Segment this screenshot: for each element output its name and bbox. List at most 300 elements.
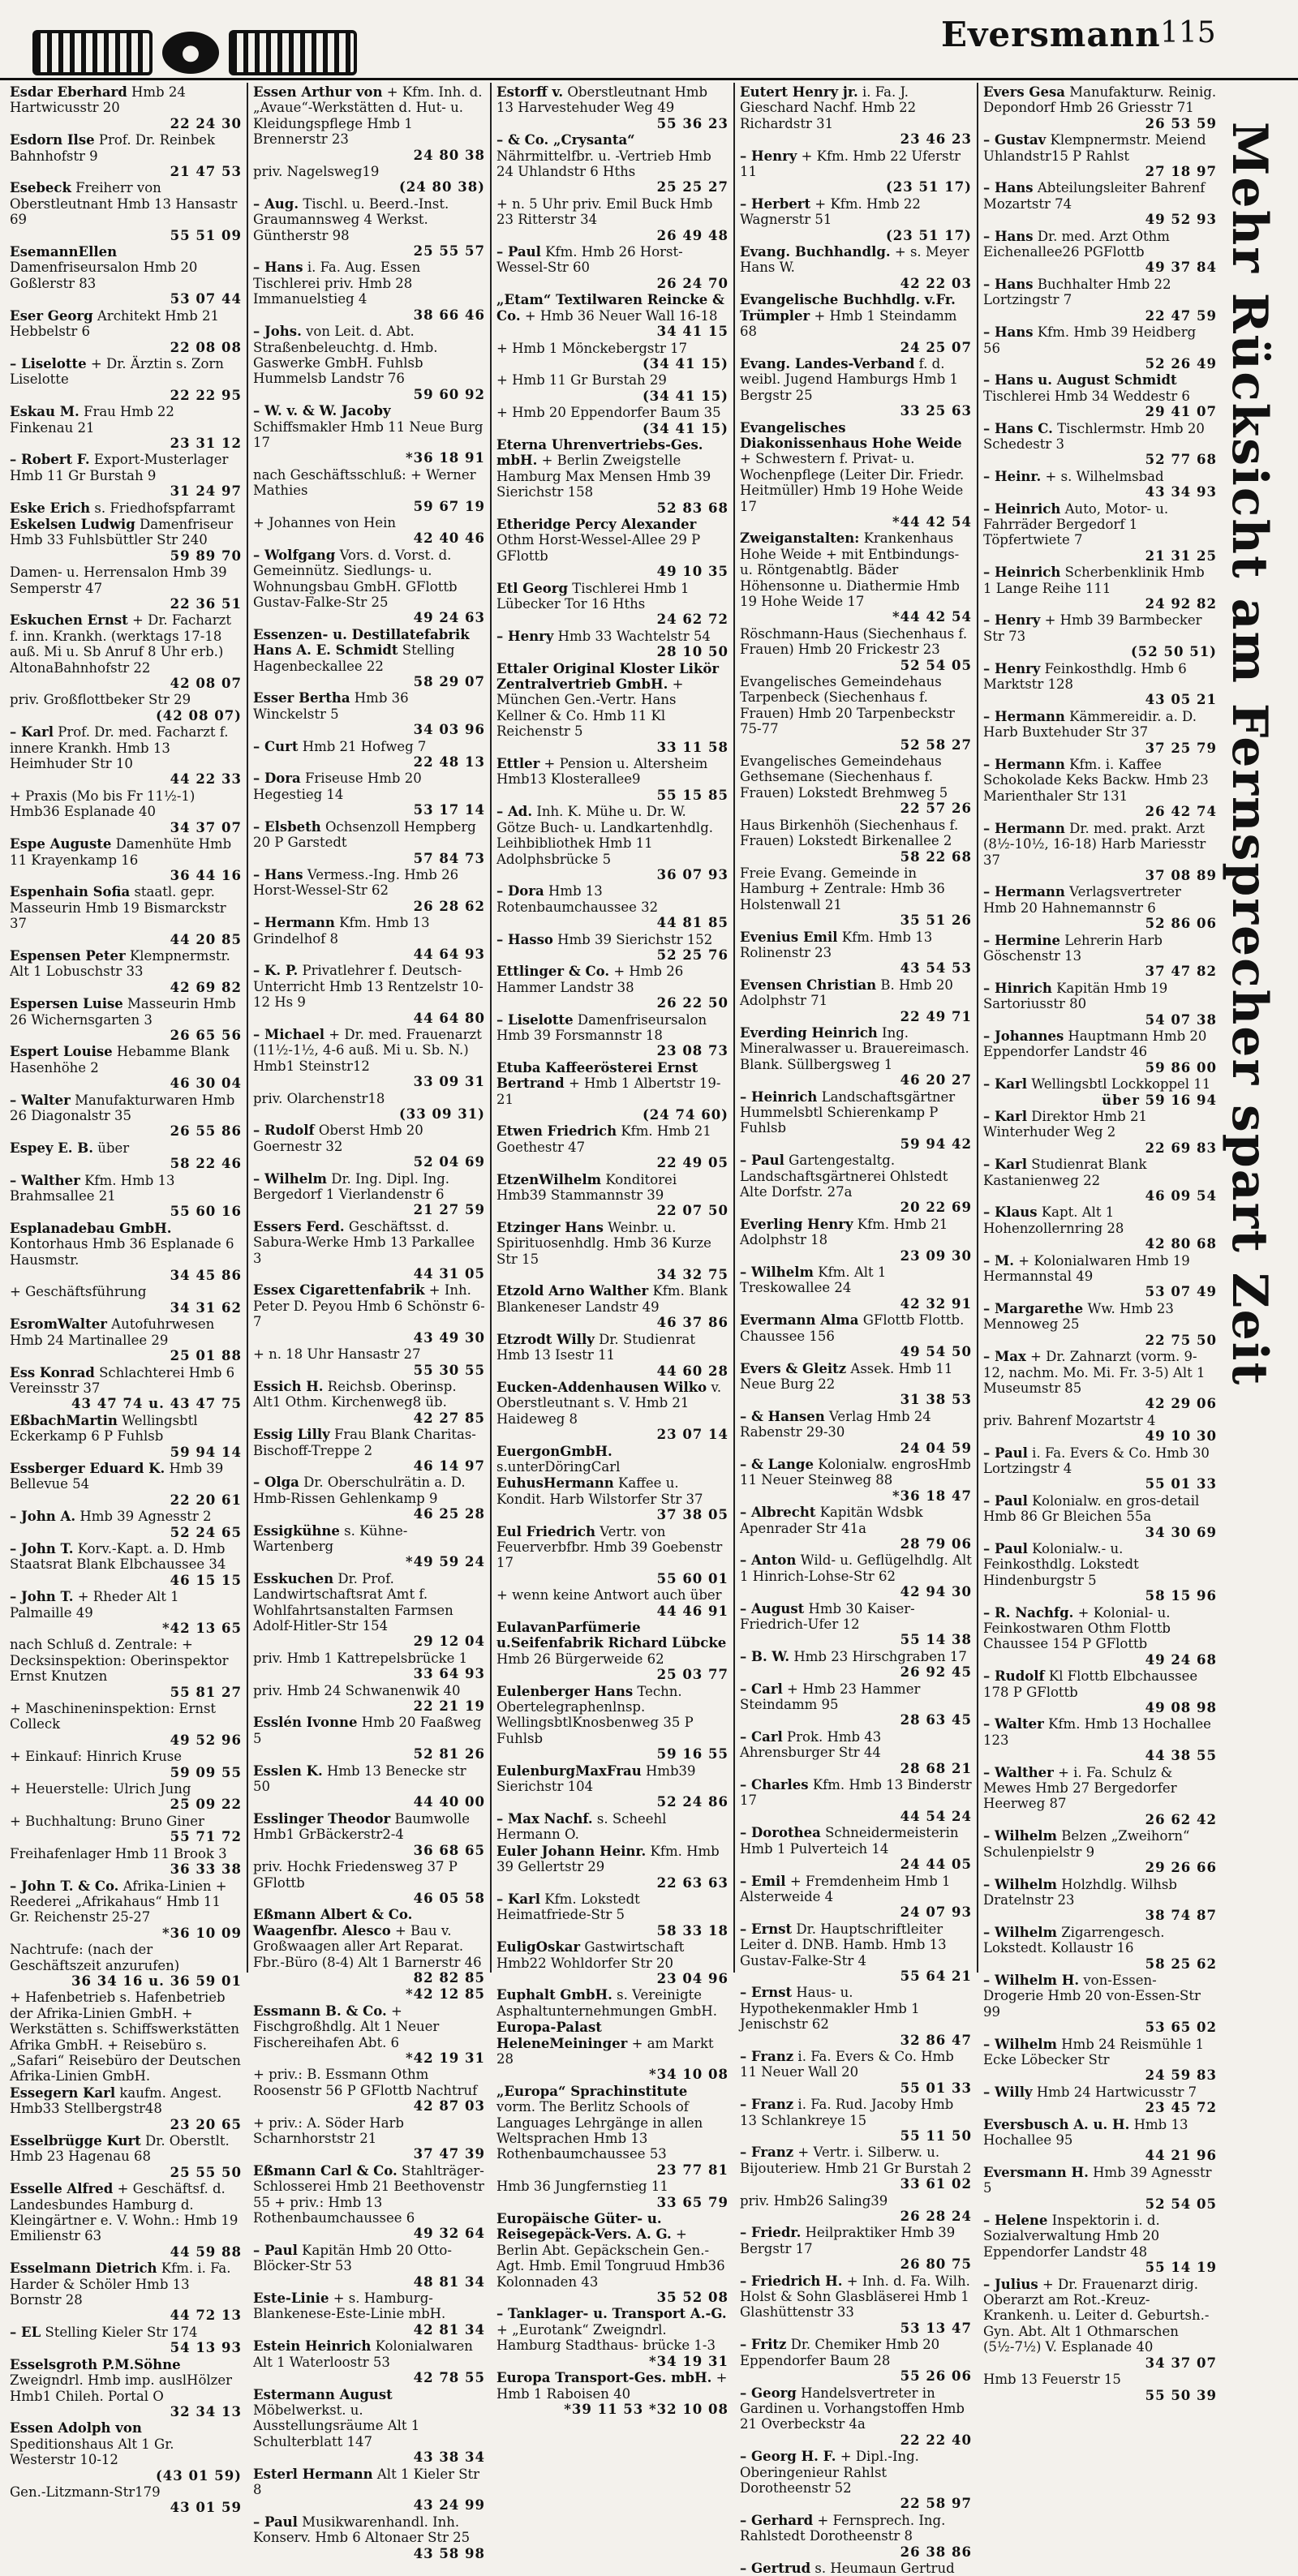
listing-entry xyxy=(740,1921,972,1985)
entry-detail: s. Scheehl Hermann O. xyxy=(496,1810,667,1843)
phone-number: 44 81 85 xyxy=(656,915,729,931)
entry-detail: Kfm. Hmb 13 Rolinenstr 23 xyxy=(740,929,933,960)
listing-entry xyxy=(496,292,729,339)
entry-detail: Wellingsbtl Lockkoppel 11 xyxy=(1031,1076,1211,1093)
listing-entry xyxy=(496,244,729,291)
entry-detail: Vermess.-Ing. Hmb 26 Horst-Wessel-Str 62 xyxy=(253,866,459,899)
phone-number: 44 22 33 xyxy=(170,771,242,788)
entry-name: Euphalt GmbH. xyxy=(496,1987,612,2003)
listing-entry xyxy=(740,1777,972,1824)
listing-entry xyxy=(253,915,485,962)
entry-name: Esslinger Theodor xyxy=(253,1810,391,1827)
phone-number: 48 81 34 xyxy=(413,2273,485,2290)
listing-entry xyxy=(983,180,1217,227)
entry-name: Evangelische Buchhdlg. v.Fr. Trümpler xyxy=(740,292,956,324)
sidebar-slogan xyxy=(1221,122,1294,1890)
entry-detail: Hebamme Blank Hasenhöhe 2 xyxy=(10,1044,230,1075)
listing-entry xyxy=(253,1027,485,1090)
entry-name: Etzinger Hans xyxy=(496,1219,604,1235)
phone-number: 27 18 97 xyxy=(1145,164,1217,180)
entry-detail: Oberst Hmb 20 Goernestr 32 xyxy=(253,1123,423,1154)
listing-entry xyxy=(983,1925,1217,1972)
entry-detail: Damenhüte Hmb 11 Krayenkamp 16 xyxy=(10,836,232,868)
entry-detail: + Kolonialwaren Hmb 19 Hermannstal 49 xyxy=(983,1252,1190,1285)
phone-number: 28 68 21 xyxy=(900,1760,972,1776)
entry-name: Evangelisches Diakonissenhaus Hohe Weide xyxy=(740,419,962,451)
entry-detail: + Hafenbetrieb s. Hafenbetrieb der Afrika-Linien GmbH. + Werkstätten s. Schiffswerkstätten Afrika GmbH. + Reisebüro s. „Safari“ Reisebüro der Deutschen Afrika-Linien GmbH. xyxy=(10,1990,241,2084)
entry-detail: Verlag Hmb 24 Rabenstr 29-30 xyxy=(740,1408,931,1440)
listing-entry xyxy=(10,692,242,723)
phone-number: 44 20 85 xyxy=(170,931,242,947)
entry-detail: Konditorei Hmb39 Stammannstr 39 xyxy=(496,1171,677,1204)
listing-entry xyxy=(740,1552,972,1599)
phone-number: 22 49 71 xyxy=(900,1008,972,1024)
entry-name: – John T. xyxy=(10,1589,74,1605)
entry-detail: Kolonialw. engrosHmb 11 Neuer Steinweg 88 xyxy=(740,1456,971,1488)
listing-entry xyxy=(740,1505,972,1552)
phone-number: 59 09 55 xyxy=(170,1764,242,1780)
phone-number: 25 55 50 xyxy=(170,2164,242,2180)
entry-detail: priv. Hochk Friedensweg 37 P GFlottb xyxy=(253,1859,458,1891)
entry-detail: Hmb 13 Feuerstr 15 xyxy=(983,2372,1121,2388)
listing-entry xyxy=(253,1811,485,1858)
listing-entry xyxy=(10,996,242,1043)
listing-entry xyxy=(496,1475,729,1522)
listing-entry xyxy=(740,84,972,148)
entry-detail: Zigarrengesch. Lokstedt. Kollaustr 16 xyxy=(983,1924,1165,1956)
listing-entry xyxy=(983,565,1217,612)
entry-detail: Kämmereidir. a. D. Harb Buxtehuder Str 37 xyxy=(983,708,1197,741)
entry-detail: Wellingsbtl Eckerkamp 6 P Fuhlsb xyxy=(10,1412,198,1445)
listing-entry xyxy=(740,2273,972,2337)
entry-detail: Landschaftsgärtner Hummelsbtl Schierenkamp P Fuhlsb xyxy=(740,1088,956,1136)
listing-entry xyxy=(983,661,1217,708)
phone-number: 55 01 33 xyxy=(900,2080,972,2096)
entry-name: – Henry xyxy=(496,628,554,644)
entry-detail: Kolonialwaren Alt 1 Waterloostr 53 xyxy=(253,2338,473,2370)
listing-entry xyxy=(740,1361,972,1408)
entry-name: Eske Erich xyxy=(10,500,91,516)
entry-name: – Elsbeth xyxy=(253,818,321,835)
phone-number: 43 01 59 xyxy=(170,2500,242,2516)
listing-entry xyxy=(10,2260,242,2324)
entry-name: – Hermann xyxy=(983,757,1065,773)
entry-name: – Paul xyxy=(983,1492,1028,1509)
phone-number: 55 60 01 xyxy=(656,1570,729,1586)
entry-name: Eversbusch A. u. H. xyxy=(983,2116,1130,2132)
entry-name: – Hermann xyxy=(983,884,1065,900)
listing-entry xyxy=(10,132,242,179)
entry-name: – Wilhelm xyxy=(983,1828,1057,1844)
listing-entry xyxy=(740,1681,972,1728)
entry-detail: + Hmb 1 Albertstr 19-21 xyxy=(496,1075,721,1107)
entry-detail: Verlagsvertreter Hmb 20 Hahnemannstr 6 xyxy=(983,884,1181,916)
phone-number: 44 64 80 xyxy=(413,1010,485,1026)
entry-name: Ettaler Original Kloster Likör Zentralvertrieb GmbH. xyxy=(496,660,720,693)
phone-number: 55 15 85 xyxy=(656,787,729,803)
phone-number: 49 10 35 xyxy=(656,564,729,580)
phone-number: 42 29 06 xyxy=(1145,1396,1217,1412)
phone-number: 53 17 14 xyxy=(413,802,485,818)
entry-name: – Hermine xyxy=(983,932,1060,948)
phone-number: 22 36 51 xyxy=(170,596,242,612)
entry-name: – Hans xyxy=(253,866,303,882)
phone-number: 22 57 26 xyxy=(900,801,972,817)
entry-detail: Tischl. u. Beerd.-Inst. Graumannsweg 4 Werkst. Güntherstr 98 xyxy=(253,195,449,243)
entry-name: Evang. Landes-Verband xyxy=(740,355,915,371)
entry-name: – Wilhelm xyxy=(740,1264,814,1281)
entry-name: EsemannEllen xyxy=(10,244,118,260)
phone-number: 36 33 38 xyxy=(170,1861,242,1878)
entry-detail: Hmb 39 Bellevue 54 xyxy=(10,1460,224,1492)
entry-detail: Kfm. Hmb 39 Gellertstr 29 xyxy=(496,1843,720,1875)
entry-name: Essen Adolph von xyxy=(10,2420,142,2436)
phone-number: 44 31 05 xyxy=(413,1266,485,1282)
entry-detail: + „Eurotank“ Zweigndrl. Hamburg Stadthaus- brücke 1-3 xyxy=(496,2321,716,2354)
entry-name: – Wilhelm H. xyxy=(983,1972,1080,1988)
entry-name: – Paul xyxy=(740,1153,784,1169)
listing-entry xyxy=(983,1109,1217,1156)
entry-detail: Dr. Prof. Landwirtschaftsrat Amt f. Wohlfahrtsanstalten Farmsen Adolf-Hitler-Str 154 xyxy=(253,1570,453,1634)
entry-detail: + Hmb 1 Mönckebergstr 17 xyxy=(496,340,688,356)
listing-entry xyxy=(740,674,972,753)
entry-detail: Kfm. Hmb 21 Goethestr 47 xyxy=(496,1123,711,1155)
phone-number: *36 10 09 xyxy=(161,1925,242,1941)
listing-entry xyxy=(253,260,485,323)
phone-number: 37 38 05 xyxy=(656,1507,729,1523)
listing-entry xyxy=(740,196,972,243)
phone-number: 58 22 68 xyxy=(900,848,972,865)
phone-number: 55 30 55 xyxy=(413,1362,485,1378)
listing-entry xyxy=(983,1605,1217,1668)
phone-number: 42 87 03 xyxy=(413,2098,485,2114)
phone-number: 52 24 65 xyxy=(170,1524,242,1540)
entry-detail: Studienrat Blank Kastanienweg 22 xyxy=(983,1157,1147,1188)
entry-detail: + Hmb 20 Eppendorfer Baum 35 xyxy=(496,405,721,421)
listing-entry xyxy=(10,84,242,131)
entry-detail: Speditionshaus Alt 1 Gr. Westerstr 10-12 xyxy=(10,2436,174,2468)
entry-detail: Dr. Chemiker Hmb 20 Eppendorfer Baum 28 xyxy=(740,2337,940,2368)
phone-number: 55 26 06 xyxy=(900,2368,972,2385)
entry-name: – Albrecht xyxy=(740,1505,816,1521)
listing-entry xyxy=(740,1409,972,1456)
phone-number: 46 15 15 xyxy=(170,1572,242,1588)
entry-detail: Dr. Studienrat Hmb 13 Isestr 11 xyxy=(496,1331,696,1363)
phone-number: 52 83 68 xyxy=(656,500,729,516)
entry-name: – Wilhelm xyxy=(983,1924,1057,1940)
entry-detail: Hmb 39 Agnesstr 5 xyxy=(983,2164,1212,2196)
phone-number: (42 08 07) xyxy=(156,707,242,723)
entry-detail: + Dipl.-Ing. Oberingenieur Rahlst Dorotheenstr 52 xyxy=(740,2449,919,2496)
phone-number: 34 32 75 xyxy=(656,1267,729,1283)
listing-entry xyxy=(496,405,729,436)
entry-detail: Damenfriseursalon Hmb 39 Forsmannstr 18 xyxy=(496,1011,707,1043)
listing-entry xyxy=(253,1523,485,1570)
phone-number: 55 64 21 xyxy=(900,1968,972,1984)
entry-name: – Walter xyxy=(983,1716,1044,1732)
entry-name: – Liselotte xyxy=(496,1011,574,1028)
phone-number: 52 86 06 xyxy=(1145,916,1217,932)
entry-detail: Gastwirtschaft Hmb22 Wohldorfer Str 20 xyxy=(496,1939,685,1971)
listing-entry xyxy=(10,1942,242,1989)
entry-name: – EL xyxy=(10,2324,41,2340)
phone-number: 59 16 55 xyxy=(656,1746,729,1762)
entry-name: – Ernst xyxy=(740,1985,793,2001)
listing-entry xyxy=(10,1541,242,1588)
listing-entry xyxy=(740,753,972,817)
entry-name: Essmann B. & Co. xyxy=(253,2003,387,2019)
listing-entry xyxy=(253,2514,485,2561)
listing-entry xyxy=(496,1939,729,1986)
entry-detail: + Maschineninspektion: Ernst Colleck xyxy=(10,1701,217,1732)
listing-entry xyxy=(983,469,1217,500)
entry-name: – Hans u. August Schmidt xyxy=(983,372,1177,389)
entry-name: „Etam“ Textilwaren Reincke & Co. xyxy=(496,292,724,324)
entry-detail: Evangelisches Gemeindehaus Gethsemane (Siechenhaus f. Frauen) Lokstedt Brehmweg 5 xyxy=(740,753,948,801)
listing-entry xyxy=(253,84,485,163)
listing-entry xyxy=(10,1365,242,1412)
phone-number: 22 22 95 xyxy=(170,387,242,403)
phone-number: *36 18 47 xyxy=(892,1488,972,1504)
listing-entry xyxy=(10,1413,242,1460)
entry-detail: s. Kühne-Wartenberg xyxy=(253,1522,408,1554)
entry-detail: priv. Hmb26 Saling39 xyxy=(740,2192,888,2209)
entry-name: EuligOskar xyxy=(496,1939,581,1956)
entry-name: – Michael xyxy=(253,1026,325,1042)
phone-number: 58 15 96 xyxy=(1145,1588,1217,1604)
entry-detail: Ochsenzoll Hempberg 20 P Garstedt xyxy=(253,818,476,851)
entry-detail: Inspektorin i. d. Sozialverwaltung Hmb 20 Eppendorfer Landstr 48 xyxy=(983,2213,1160,2260)
entry-name: Ettler xyxy=(496,756,540,772)
entry-detail: Hmb 26 Bürgerweide 62 xyxy=(496,1651,664,1667)
listing-entry xyxy=(253,164,485,195)
phone-number: 34 37 07 xyxy=(170,819,242,835)
phone-number: 44 72 13 xyxy=(170,2308,242,2324)
phone-number: 49 54 50 xyxy=(900,1344,972,1360)
entry-name: – B. W. xyxy=(740,1648,790,1664)
entry-detail: von-Essen-Drogerie Hmb 20 von-Essen-Str 99 xyxy=(983,1972,1201,2020)
phone-number: 23 77 81 xyxy=(656,2162,729,2178)
entry-detail: Freiherr von Oberstleutnant Hmb 13 Hansastr 69 xyxy=(10,180,238,228)
entry-name: – Heinrich xyxy=(983,500,1061,517)
phone-number: 35 51 26 xyxy=(900,912,972,929)
entry-name: – Hasso xyxy=(496,931,553,947)
phone-number: 43 54 53 xyxy=(900,960,972,977)
entry-detail: Friseuse Hmb 20 Hegestieg 14 xyxy=(253,771,422,802)
entry-name: Etl Georg xyxy=(496,580,569,596)
entry-detail: priv. Hmb 24 Schwanenwik 40 xyxy=(253,1682,461,1698)
entry-name: Essers Ferd. xyxy=(253,1218,345,1234)
entry-name: – Carl xyxy=(740,1728,783,1745)
entry-name: Everding Heinrich xyxy=(740,1024,878,1041)
listing-entry xyxy=(10,1509,242,1540)
listing-entry xyxy=(253,2115,485,2162)
entry-detail: + Berlin Abt. Gepäckschein Gen.-Agt. Hmb. Emil Tongruud Hmb36 Kolonnaden 43 xyxy=(496,2226,725,2290)
phone-number: 58 25 62 xyxy=(1145,1956,1217,1972)
listing-entry xyxy=(496,1172,729,1219)
phone-number: 55 01 33 xyxy=(1145,1476,1217,1492)
phone-number: 49 24 63 xyxy=(413,610,485,626)
entry-detail: + priv.: A. Söder Harb Scharnhorststr 21 xyxy=(253,2114,404,2146)
phone-number: *49 59 24 xyxy=(405,1554,485,1570)
phone-number: 37 47 39 xyxy=(413,2146,485,2162)
phone-number: 37 25 79 xyxy=(1145,740,1217,756)
listing-entry xyxy=(253,2163,485,2242)
entry-name: „Europa“ Sprachinstitute xyxy=(496,2083,688,2099)
phone-number: 24 59 83 xyxy=(1145,2067,1217,2084)
listing-entry xyxy=(740,420,972,530)
entry-name: – Hans xyxy=(253,260,303,276)
listing-entry xyxy=(983,229,1217,276)
phone-number: 23 20 65 xyxy=(170,2116,242,2132)
listing-entry xyxy=(496,1524,729,1587)
entry-detail: Hmb 36 Winckelstr 5 xyxy=(253,690,409,722)
entry-detail: Krankenhaus Hohe Weide + mit Entbindungs- u. Röntgenabtlg. Bäder Höhensonne u. Diathermie Hmb 19 Hohe Weide 17 xyxy=(740,530,960,609)
entry-name: – Karl xyxy=(983,1157,1027,1173)
listing-entry xyxy=(496,1012,729,1059)
listing-entry xyxy=(253,963,485,1026)
listing-entry xyxy=(740,1649,972,1681)
entry-name: Europa-Palast HeleneMeininger xyxy=(496,2020,628,2051)
entry-detail: + Johannes von Hein xyxy=(253,514,396,530)
phone-number: 53 13 47 xyxy=(900,2320,972,2336)
phone-number: 37 47 82 xyxy=(1145,964,1217,980)
entry-name: – Carl xyxy=(740,1681,783,1697)
phone-number: 54 13 93 xyxy=(170,2340,242,2356)
phone-number: 33 65 79 xyxy=(656,2194,729,2210)
listing-entry xyxy=(496,1444,729,1475)
listing-entry xyxy=(253,1907,485,1986)
phone-number: (24 74 60) xyxy=(643,1107,729,1123)
entry-detail: Scherbenklinik Hmb 1 Lange Reihe 111 xyxy=(983,565,1205,596)
entry-detail: Reichsb. Oberinsp. Alt1 Othm. Kirchenweg8 üb. xyxy=(253,1378,457,1410)
entry-detail: Holzhdlg. Wilhsb Dratelnstr 23 xyxy=(983,1876,1177,1908)
entry-detail: + Rheder Alt 1 Palmaille 49 xyxy=(10,1589,179,1621)
entry-name: – Gertrud xyxy=(740,2560,811,2576)
phone-number: 32 86 47 xyxy=(900,2032,972,2048)
entry-detail: v. Oberstleutnant s. V. Hmb 21 Haideweg 8 xyxy=(496,1379,722,1427)
entry-detail: Stelling Hagenbeckallee 22 xyxy=(253,642,455,674)
phone-number: 22 75 50 xyxy=(1145,1332,1217,1348)
listing-entry xyxy=(496,1763,729,1810)
entry-detail: + Vertr. i. Silberw. u. Bijouteriew. Hmb 21 Gr Burstah 2 xyxy=(740,2145,972,2176)
entry-name: – Karl xyxy=(10,724,54,741)
entry-detail: + i. Fa. Schulz & Mewes Hmb 27 Bergedorfer Heerweg 87 xyxy=(983,1764,1177,1812)
entry-name: – Paul xyxy=(253,2242,298,2258)
entry-name: – Charles xyxy=(740,1777,809,1793)
entry-name: Eterna Uhrenvertriebs-Ges. mbH. xyxy=(496,436,703,469)
phone-number: 34 03 96 xyxy=(413,722,485,738)
entry-detail: Damenfriseur Hmb 33 Fuhlsbüttler Str 240 xyxy=(10,516,234,548)
entry-detail: Kfm. Hmb 21 Adolphstr 18 xyxy=(740,1216,948,1248)
entry-name: – Rudolf xyxy=(253,1123,315,1139)
entry-detail: + Inh. Peter D. Peyou Hmb 6 Schönstr 6-7 xyxy=(253,1282,485,1330)
listing-entry xyxy=(740,1601,972,1648)
phone-number: 25 09 22 xyxy=(170,1797,242,1813)
entry-name: Eversmann H. xyxy=(983,2164,1089,2180)
listing-entry xyxy=(496,2370,729,2417)
phone-number: 26 24 70 xyxy=(656,275,729,291)
entry-name: – Johs. xyxy=(253,324,302,340)
entry-detail: Kfm. Hmb 13 Binderstr 17 xyxy=(740,1777,972,1809)
entry-name: – Julius xyxy=(983,2276,1038,2292)
entry-detail: Auto, Motor- u. Fahrräder Bergedorf 1 Töpfertwiete 7 xyxy=(983,500,1169,548)
header-rule xyxy=(0,78,1298,80)
entry-detail: Baumwolle Hmb1 GrBäckerstr2-4 xyxy=(253,1810,471,1843)
listing-entry xyxy=(10,1221,242,1284)
listing-entry xyxy=(496,196,729,243)
entry-detail: + Dr. med. Frauenarzt (11½-1½, 4-6 auß. Mi u. Sb. N.) Hmb1 Steinstr12 xyxy=(253,1026,482,1074)
entry-detail: Frau Blank Charitas-Bischoff-Treppe 2 xyxy=(253,1427,476,1458)
entry-name: – Walther xyxy=(10,1172,80,1188)
entry-name: Este-Linie xyxy=(253,2290,329,2307)
listing-entry xyxy=(10,2325,242,2356)
listing-entry xyxy=(10,724,242,788)
entry-name: Etwen Friedrich xyxy=(496,1123,617,1140)
listing-entry xyxy=(740,1874,972,1921)
listing-entry xyxy=(10,565,242,612)
listing-entry xyxy=(983,1716,1217,1763)
entry-detail: + Einkauf: Hinrich Kruse xyxy=(10,1749,183,1765)
entry-detail: Kfm. Hmb 39 Heidberg 56 xyxy=(983,324,1197,356)
entry-detail: + Buchhaltung: Bruno Giner xyxy=(10,1813,204,1829)
column-3 xyxy=(492,83,735,2417)
entry-detail: Kfm. Hmb 13 Brahmsallee 21 xyxy=(10,1172,175,1204)
entry-detail: Kolonialw. en gros-detail Hmb 86 Gr Bleichen 55a xyxy=(983,1492,1200,1525)
entry-name: – Hans xyxy=(983,228,1034,244)
listing-entry xyxy=(496,1987,729,2019)
entry-detail: Manufakturw. Reinig. Depondorf Hmb 26 Griesstr 71 xyxy=(983,84,1217,116)
entry-detail: + Hmb 23 Hammer Steindamm 95 xyxy=(740,1681,921,1713)
phone-number: *42 13 65 xyxy=(161,1621,242,1636)
listing-entry xyxy=(983,1541,1217,1604)
entry-detail: s. Heumaun Gertrud xyxy=(814,2560,955,2576)
entry-name: – Hermann xyxy=(983,708,1065,724)
entry-detail: Kfm. Blank Blankeneser Landstr 49 xyxy=(496,1283,728,1315)
phone-number: 24 80 38 xyxy=(413,147,485,163)
listing-entry xyxy=(983,933,1217,980)
entry-detail: Kl Flottb Elbchaussee 178 P GFlottb xyxy=(983,1668,1198,1700)
listing-entry xyxy=(253,1859,485,1906)
phone-number: 55 14 38 xyxy=(900,1632,972,1648)
listing-entry xyxy=(496,1283,729,1330)
entry-name: – Dora xyxy=(496,883,544,899)
entry-name: – Herbert xyxy=(740,195,811,212)
entry-detail: + Kfm. Inh. d. „Avaue“-Werkstätten d. Hut- u. Kleidungspflege Hmb 1 Brennerstr 23 xyxy=(253,84,483,148)
listing-entry xyxy=(10,180,242,243)
entry-detail: + Geschäftsführung xyxy=(10,1284,147,1300)
entry-detail: Dr. Oberschulrätin a. D. Hmb-Rissen Gehlenkamp 9 xyxy=(253,1475,466,1506)
entry-detail: + Dr. Ärztin s. Zorn Liselotte xyxy=(10,355,224,388)
entry-detail: + am Markt 28 xyxy=(496,2035,714,2067)
entry-detail: Damen- u. Herrensalon Hmb 39 Semperstr 47 xyxy=(10,565,227,596)
phone-number: 49 10 30 xyxy=(1145,1428,1217,1445)
entry-detail: Tischlerei Hmb 1 Lübecker Tor 16 Hths xyxy=(496,580,690,612)
entry-detail: nach Geschäftsschluß: + Werner Mathies xyxy=(253,466,476,499)
phone-number: 24 25 07 xyxy=(900,339,972,355)
phone-number: (23 51 17) xyxy=(886,179,972,195)
entry-name: – Klaus xyxy=(983,1204,1038,1221)
phone-number: (24 80 38) xyxy=(399,179,485,195)
listing-entry xyxy=(253,547,485,626)
phone-number: 53 07 49 xyxy=(1145,1284,1217,1300)
listing-entry xyxy=(10,1093,242,1140)
entry-detail: Hmb 33 Wachtelstr 54 xyxy=(557,628,711,644)
listing-entry xyxy=(983,1877,1217,1924)
phone-number: 23 45 72 xyxy=(1145,2100,1217,2116)
entry-detail: Musikwarenhandl. Inh. Konserv. Hmb 6 Altonaer Str 25 xyxy=(253,2514,471,2546)
phone-number: 24 44 05 xyxy=(900,1857,972,1873)
